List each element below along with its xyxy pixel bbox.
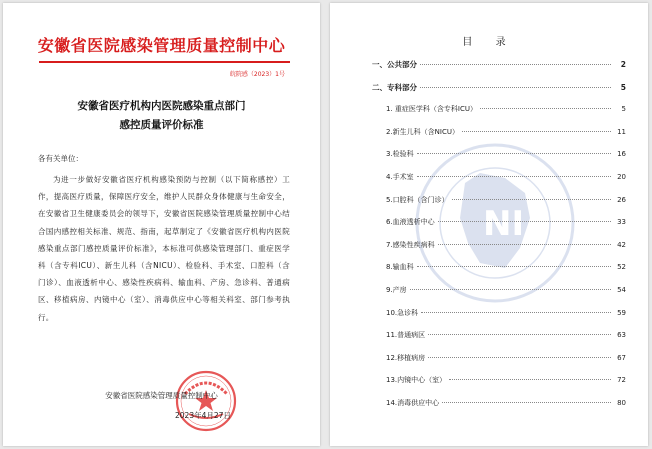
toc-page-number: 5 [621,105,626,114]
toc-entry-row[interactable] [386,104,626,116]
toc-entry-row[interactable] [386,353,626,365]
toc-page-number: 72 [617,376,626,385]
toc-page [330,3,648,446]
toc-entry-label: 5.口腔科（含门诊） [386,195,449,204]
toc-page-number: 54 [617,286,626,294]
toc-entry-label: 8.输血科 [386,263,414,272]
toc-dot-leader [480,108,611,109]
toc-entry-label: 10.急诊科 [386,308,419,317]
toc-dot-leader [421,312,611,313]
toc-dot-leader [417,153,611,154]
toc-entry-label: 9.产房 [386,286,407,294]
toc-dot-leader [420,64,611,65]
toc-entry-label: 11.普通病区 [386,331,426,340]
toc-entry-label: 4.手术室 [386,173,414,181]
toc-entry-row[interactable] [386,262,626,274]
toc-page-number: 16 [617,150,626,159]
title-line-1: 安徽省医疗机构内医院感染重点部门 [77,100,246,112]
toc-dot-leader [462,131,611,132]
toc-entry-label: 12.移植病房 [386,353,426,362]
toc-title: 目 录 [462,37,516,48]
toc-page-number: 26 [617,195,626,204]
toc-entry-row[interactable] [386,217,626,229]
toc-page-number: 63 [617,331,626,340]
signature-date: 2023年4月27日 [175,411,231,420]
toc-dot-leader [438,244,611,245]
toc-page-number: 11 [617,127,626,136]
toc-page-number: 59 [617,308,626,317]
toc-entry-label: 3.检验科 [386,150,414,159]
toc-page-number: 67 [617,353,626,362]
toc-entry-label: 7.感染性疾病科 [386,240,435,249]
toc-entry-label: 一、公共部分 [372,60,417,69]
toc-entry-row[interactable] [386,149,626,161]
toc-dot-leader [428,334,611,335]
document-title [3,97,320,135]
org-header: 安徽省医院感染管理质量控制中心 [37,36,286,55]
svg-text:NI: NI [483,204,525,244]
toc-dot-leader [410,289,611,290]
toc-dot-leader [417,176,611,177]
toc-entry-label: 14.消毒供应中心 [386,399,440,407]
toc-entry-row[interactable] [386,127,626,139]
official-seal [175,370,237,432]
toc-page-number: 2 [620,60,626,69]
title-line-2: 感控质量评价标准 [119,119,204,131]
toc-section-row[interactable] [372,59,626,71]
toc-entry-label: 13.内镜中心（室） [386,376,447,385]
toc-entry-row[interactable] [386,172,626,184]
toc-dot-leader [428,357,611,358]
toc-dot-leader [442,402,611,403]
toc-entry-row[interactable] [386,375,626,387]
toc-entry-row[interactable] [386,285,626,297]
toc-dot-leader [452,199,611,200]
toc-entry-row[interactable] [386,308,626,320]
red-divider [39,61,290,63]
toc-entry-row[interactable] [386,398,626,410]
toc-page-number: 80 [617,399,626,407]
toc-page-number: 5 [620,82,626,92]
notice-page [3,3,320,446]
toc-entry-label: 1. 重症医学科（含专科ICU） [386,105,477,114]
toc-dot-leader [420,87,611,88]
toc-page-number: 20 [617,173,626,181]
toc-entry-label: 二、专科部分 [372,82,417,92]
toc-entry-row[interactable] [386,195,626,207]
body-paragraph: 为进一步做好安徽省医疗机构感染预防与控制（以下简称感控）工作，提高医疗质量，保障医疗安全，维护人民群众身体健康与生命安全，在安徽省卫生健康委员会的领导下，安徽省医院感染管理质量控制中心结合国内感控相关标准、规范、指南，起草制定了《安徽省医疗机构内医院感染重点部门感控质量评价标准》，本标准可供感染管理部门、重症医学科（含专科ICU）、新生儿科（含NICU）、检验科、手术室、口腔科（含门诊）、血液透析中心、感染性疾病科、输血科、产房、急诊科、普通病区、移植病房、内镜中心（室）、消毒供应中心等相关科室、部门参考执行。 [38,175,290,322]
toc-entry-label: 2.新生儿科（含NICU） [386,127,459,136]
toc-dot-leader [449,379,611,380]
toc-entry-row[interactable] [386,330,626,342]
toc-page-number: 33 [617,218,626,227]
toc-dot-leader [417,266,611,267]
document-number: 皖院感（2023）1号 [229,71,285,78]
toc-page-number: 42 [617,240,626,249]
toc-dot-leader [438,221,611,222]
signature-organization: 安徽省医院感染管理质量控制中心 [105,391,218,400]
toc-page-number: 52 [617,263,626,272]
toc-section-row[interactable] [372,82,626,94]
toc-entry-label: 6.血液透析中心 [386,218,435,227]
salutation: 各有关单位： [38,154,83,163]
toc-entry-row[interactable] [386,240,626,252]
